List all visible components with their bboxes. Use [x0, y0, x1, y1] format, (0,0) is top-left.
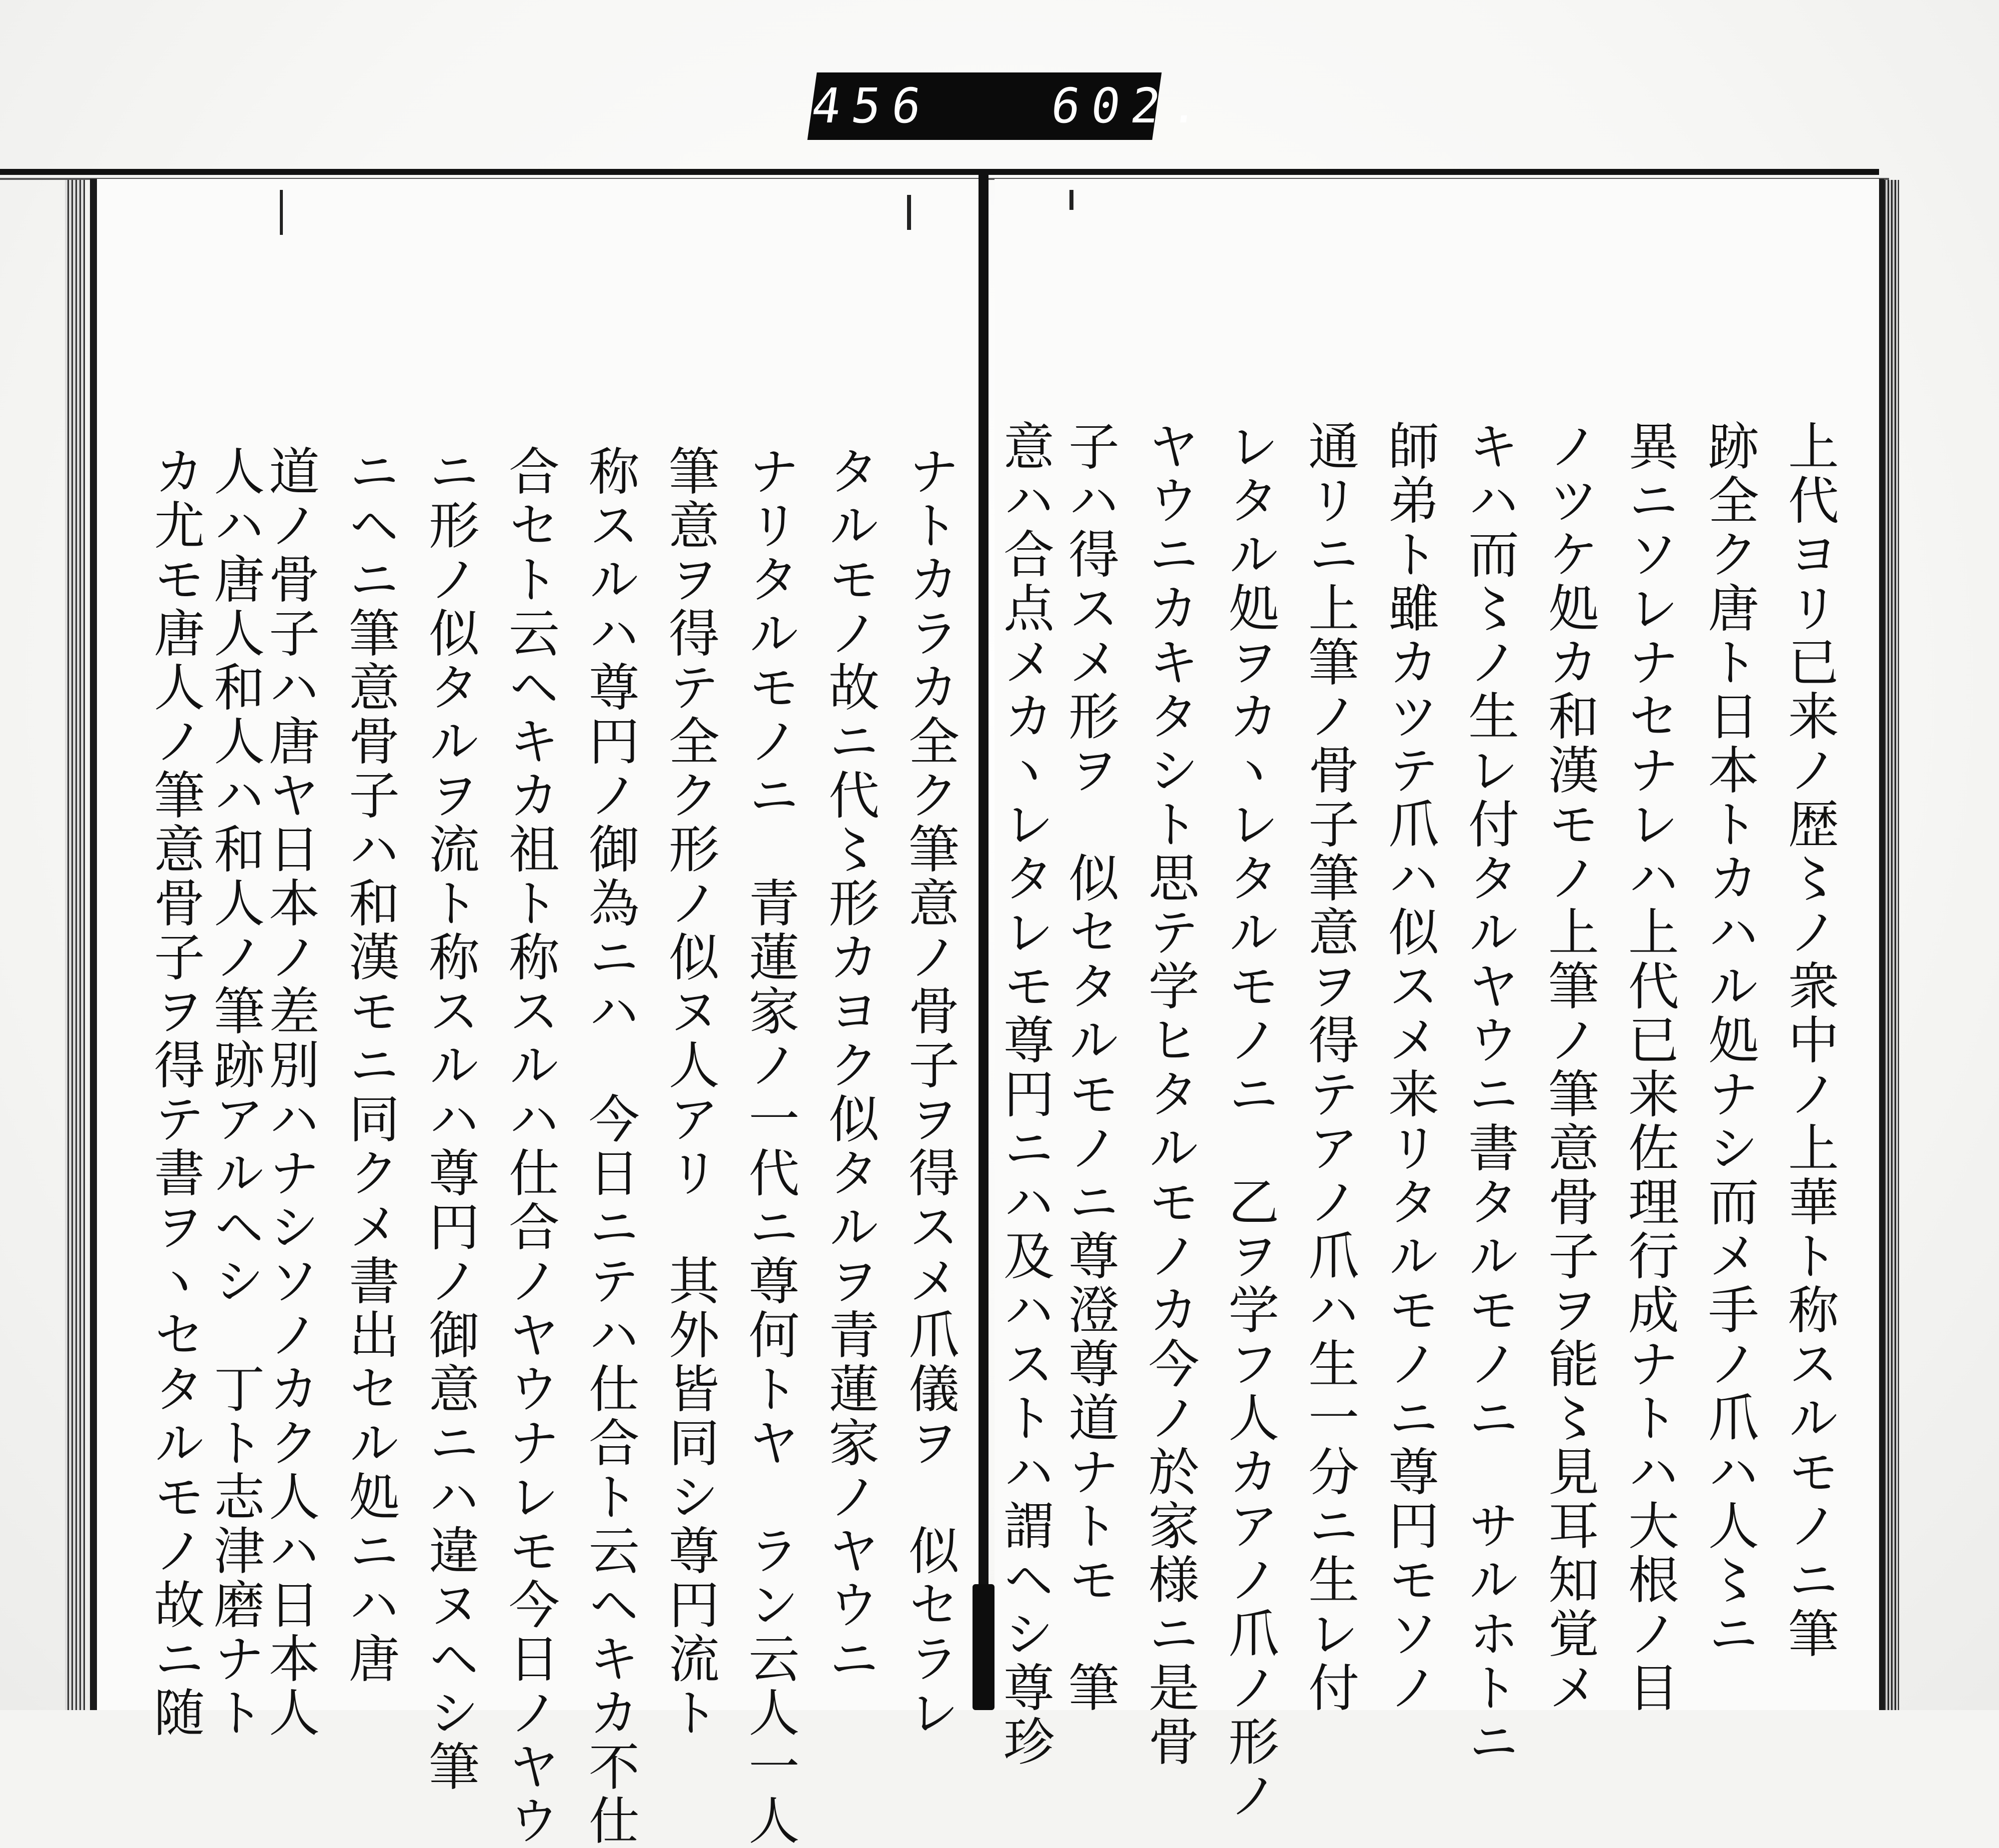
text-column-right-9: ヤウニカキタシト思テ学ヒタルモノカ今ノ於家様ニ是骨 [1140, 420, 1199, 1769]
text-column-right-6: 師弟ト雖カツテ爪ハ似スメ来リタルモノニ尊円モソノ [1380, 420, 1439, 1715]
text-column-left-10: 人ハ唐人和人ハ和人ノ筆跡アルヘシ 丁ト志津磨ナト [205, 445, 265, 1740]
text-column-left-8: ニヘニ筆意骨子ハ和漢モニ同クメ書出セル処ニハ唐 [340, 445, 400, 1686]
text-column-left-5: 称スルハ尊円ノ御為ニハ 今日ニテハ仕合ト云ヘキカ不仕 [580, 445, 640, 1848]
binding-mark [907, 195, 911, 230]
text-column-right-8: レタル処ヲカヽレタルモノニ 乙ヲ学フ人カアノ爪ノ形ノ [1220, 420, 1279, 1823]
text-column-left-6: 合セト云ヘキカ祖ト称スルハ仕合ノヤウナレモ今日ノヤウ [500, 445, 560, 1848]
text-column-right-4: ノツケ処カ和漢モノ上筆ノ筆意骨子ヲ能〻見耳知覚メ [1540, 420, 1599, 1715]
text-column-right-3: 異ニソレナセナレハ上代已来佐理行成ナトハ大根ノ目 [1620, 420, 1679, 1715]
text-column-right-11: 意ハ合点メカヽレタレモ尊円ニハ及ハストハ謂ヘシ尊珍 [995, 420, 1054, 1769]
text-column-left-7: ニ形ノ似タルヲ流ト称スルハ尊円ノ御意ニハ違ヌヘシ筆 [420, 445, 480, 1794]
text-column-right-10: 子ハ得スメ形ヲ 似セタルモノニ尊澄尊道ナトモ 筆 [1060, 420, 1119, 1715]
left-page-edges [65, 180, 85, 1710]
text-column-left-3: ナリタルモノニ 青蓮家ノ一代ニ尊何トヤ ラン云人一人 [740, 445, 800, 1848]
text-column-left-9: 道ノ骨子ハ唐ヤ日本ノ差別ハナシソノカク人ハ日本人 [260, 445, 320, 1740]
spine-binding [973, 1584, 995, 1710]
text-column-left-2: タルモノ故ニ代〻形カヨク似タルヲ青蓮家ノヤウニ [820, 445, 880, 1686]
text-column-right-1: 上代ヨリ已来ノ歴〻ノ衆中ノ上華ト称スルモノニ筆 [1780, 420, 1839, 1661]
text-column-left-1: ナトカラカ全ク筆意ノ骨子ヲ得スメ爪儀ヲ 似セラレ [900, 445, 960, 1740]
text-column-left-4: 筆意ヲ得テ全ク形ノ似ヌ人アリ 其外皆同シ尊円流ト [660, 445, 720, 1740]
binding-mark [280, 190, 283, 235]
archive-number-label: 456 602. [808, 72, 1162, 140]
text-column-left-11: カ尤モ唐人ノ筆意骨子ヲ得テ書ヲヽセタルモノ故ニ随 [145, 445, 205, 1740]
text-column-right-2: 跡全ク唐ト日本トカハル処ナシ而メ手ノ爪ハ人〻ニ [1700, 420, 1759, 1661]
text-column-right-5: キハ而〻ノ生レ付タルヤウニ書タルモノニ サルホトニ [1460, 420, 1519, 1769]
cover-top-edge [0, 169, 1879, 175]
text-column-right-7: 通リニ上筆ノ骨子筆意ヲ得テアノ爪ハ生一分ニ生レ付 [1300, 420, 1359, 1715]
book-spine [979, 175, 989, 1710]
right-page-edges [1884, 180, 1899, 1710]
binding-mark [1069, 190, 1073, 210]
